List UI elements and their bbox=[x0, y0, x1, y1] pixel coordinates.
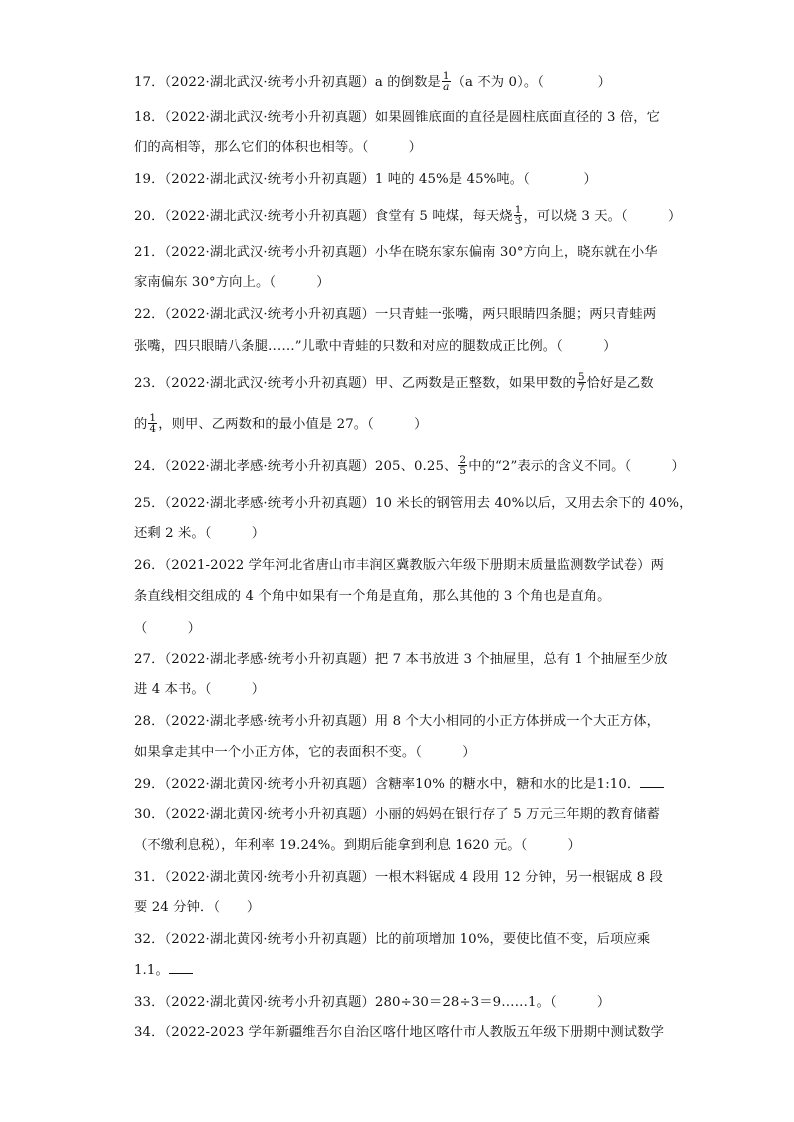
question-25-line-1: 25．（2022·湖北孝感·统考小升初真题）10 米长的钢管用去 40%以后，又用去余下的 40%， bbox=[134, 496, 693, 511]
question-23-line-1: 23．（2022·湖北武汉·统考小升初真题）甲、乙两数是正整数，如果甲数的 $\frac{5}{7}$ 恰好是乙数 bbox=[134, 371, 654, 394]
question-19: 19．（2022·湖北武汉·统考小升初真题）1 吨的 45%是 45%吨。（ ） bbox=[134, 172, 597, 187]
fraction: $\frac{5}{7}$ bbox=[577, 371, 585, 394]
question-30-line-1: 30．（2022·湖北黄冈·统考小升初真题）小丽的妈妈在银行存了 5 万元三年期的教育储蓄 bbox=[134, 807, 661, 822]
question-18-line-1: 18．（2022·湖北武汉·统考小升初真题）如果圆锥底面的直径是圆柱底面直径的 3 倍，它 bbox=[134, 110, 661, 125]
question-30-line-2: （不缴利息税），年利率 19.24%。到期后能拿到利息 1620 元。（ ） bbox=[134, 838, 581, 853]
question-32-line-1: 32．（2022·湖北黄冈·统考小升初真题）比的前项增加 10%，要使比值不变，后项应乘 bbox=[134, 932, 651, 947]
question-31-line-1: 31．（2022·湖北黄冈·统考小升初真题）一根木料锯成 4 段用 12 分钟，另一根锯成 8 段 bbox=[134, 870, 663, 885]
question-32-line-2: 1.1。 bbox=[134, 961, 666, 981]
question-26-line-3: （ ） bbox=[134, 621, 201, 636]
question-28-line-1: 28．（2022·湖北孝感·统考小升初真题）用 8 个大小相同的小正方体拼成一个大正方体， bbox=[134, 714, 661, 729]
question-33: 33．（2022·湖北黄冈·统考小升初真题）280÷30＝28÷3＝9……1。（ ） bbox=[134, 995, 611, 1010]
fraction: $\frac{1}{3}$ bbox=[514, 204, 522, 227]
question-22-line-2: 张嘴，四只眼睛八条腿……”儿歌中青蛙的只数和对应的腿数成正比例。（ ） bbox=[134, 339, 617, 354]
question-21-line-2: 家南偏东 30°方向上。（ ） bbox=[134, 275, 330, 290]
question-24: 24．（2022·湖北孝感·统考小升初真题）205、0.25、 $\frac{2}{5}$ 中的“2”表示的含义不同。（ ） bbox=[134, 454, 685, 477]
question-26-line-2: 条直线相交组成的 4 个角中如果有一个角是直角，那么其他的 3 个角也是直角。 bbox=[134, 589, 611, 604]
question-31-line-2: 要 24 分钟．（ ） bbox=[134, 900, 261, 915]
question-20: 20．（2022·湖北武汉·统考小升初真题）食堂有 5 吨煤，每天烧 $\frac{1}{3}$ ，可以烧 3 天。（ ） bbox=[134, 204, 682, 227]
answer-blank[interactable] bbox=[640, 775, 664, 788]
question-26-line-1: 26．（2021-2022 学年河北省唐山市丰润区冀教版六年级下册期末质量监测数学试卷）两 bbox=[134, 558, 664, 573]
question-28-line-2: 如果拿走其中一个小正方体，它的表面积不变。（ ） bbox=[134, 745, 476, 760]
question-21-line-1: 21．（2022·湖北武汉·统考小升初真题）小华在晓东家东偏南 30°方向上，晓东就在小华 bbox=[134, 245, 658, 260]
question-22-line-1: 22．（2022·湖北武汉·统考小升初真题）一只青蛙一张嘴，两只眼睛四条腿；两只青蛙两 bbox=[134, 307, 657, 322]
question-25-line-2: 还剩 2 米。（ ） bbox=[134, 526, 266, 541]
question-23-line-2: 的 $\frac{1}{4}$ ，则甲、乙两数和的最小值是 27。（ ） bbox=[134, 412, 428, 435]
question-27-line-2: 进 4 本书。（ ） bbox=[134, 682, 266, 697]
question-27-line-1: 27．（2022·湖北孝感·统考小升初真题）把 7 本书放进 3 个抽屉里，总有 1 个抽屉至少放 bbox=[134, 652, 668, 667]
question-17: 17．（2022·湖北武汉·统考小升初真题）a 的倒数是 $\frac{1}{a}$ （a 不为 0）。（ ） bbox=[134, 70, 611, 93]
fraction: $\frac{2}{5}$ bbox=[459, 454, 467, 477]
answer-blank[interactable] bbox=[169, 961, 193, 974]
question-29: 29．（2022·湖北黄冈·统考小升初真题）含糖率10% 的糖水中，糖和水的比是1:10． bbox=[134, 775, 666, 795]
fraction: $\frac{1}{a}$ bbox=[442, 70, 450, 93]
question-34-line-1: 34．（2022-2023 学年新疆维吾尔自治区喀什地区喀什市人教版五年级下册期中测试数学 bbox=[134, 1025, 664, 1040]
question-18-line-2: 们的高相等，那么它们的体积也相等。（ ） bbox=[134, 140, 423, 155]
fraction: $\frac{1}{4}$ bbox=[149, 412, 157, 435]
